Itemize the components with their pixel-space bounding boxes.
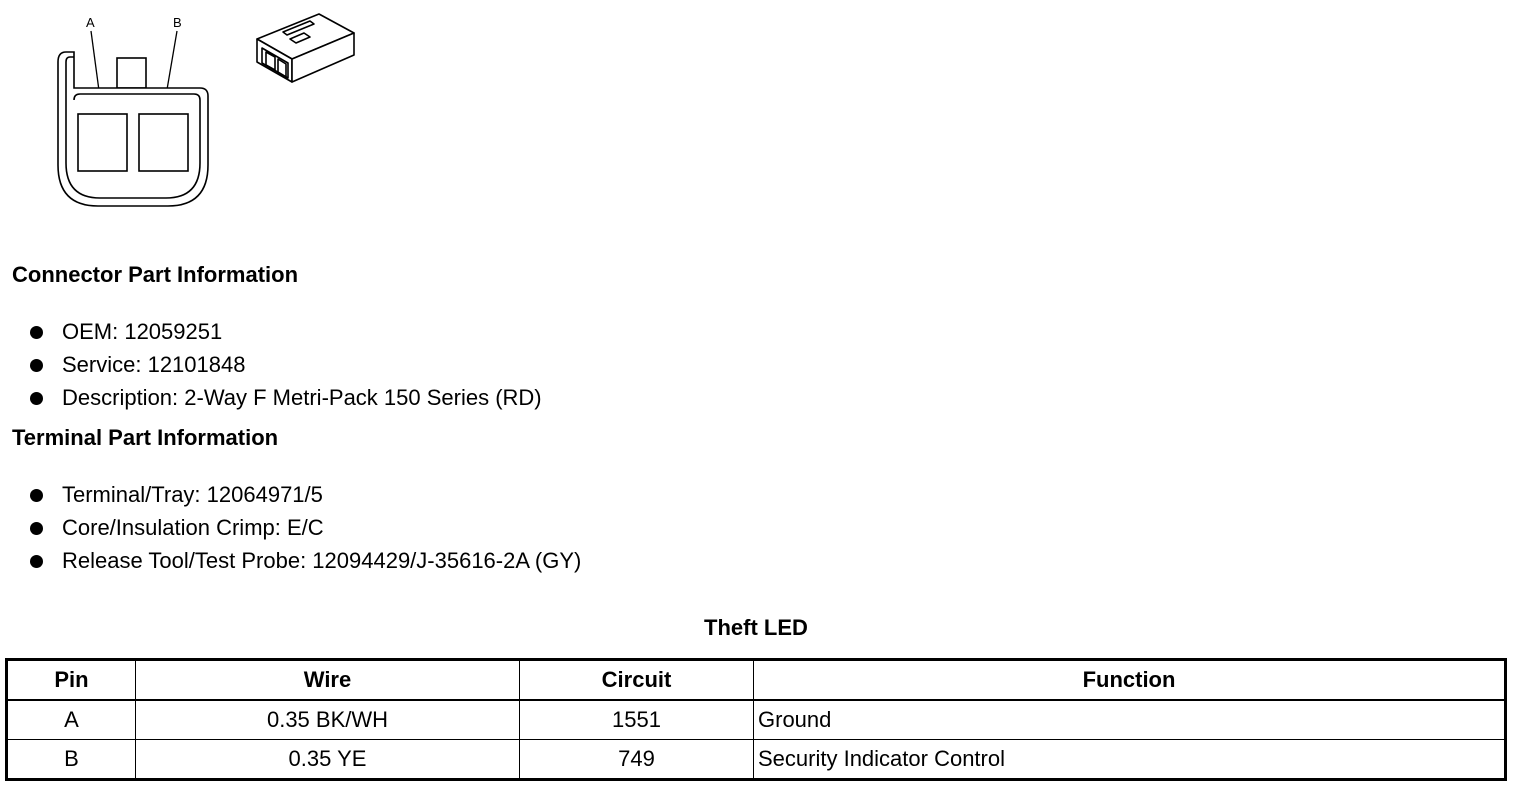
table-row (7, 740, 1506, 780)
cavity-b (139, 114, 188, 171)
cell-wire: 0.35 YE (136, 740, 520, 780)
list-item: OEM: 12059251 (30, 318, 542, 351)
pin-label-a: A (86, 15, 95, 30)
connector-part-info-heading: Connector Part Information (12, 262, 299, 287)
connector-isometric-view (257, 14, 354, 82)
cell-wire: 0.35 BK/WH (136, 700, 520, 740)
bullet-icon (30, 326, 43, 339)
list-item: Terminal/Tray: 12064971/5 (30, 481, 581, 514)
connector-diagram (0, 0, 400, 220)
cell-pin: B (7, 740, 136, 780)
cell-pin: A (7, 700, 136, 740)
bullet-icon (30, 392, 43, 405)
list-item: Core/Insulation Crimp: E/C (30, 514, 581, 547)
cavity-a (78, 114, 127, 171)
terminal-part-info-list (30, 481, 581, 580)
header-wire: Wire (136, 660, 520, 700)
table-row (7, 700, 1506, 740)
cell-function: Ground (754, 700, 1506, 740)
list-item: Service: 12101848 (30, 351, 542, 384)
header-function: Function (754, 660, 1506, 700)
bullet-icon (30, 522, 43, 535)
pin-label-b: B (173, 15, 182, 30)
table-header-row (7, 660, 1506, 700)
cell-circuit: 1551 (520, 700, 754, 740)
pin-table (5, 658, 1507, 781)
list-item: Description: 2-Way F Metri-Pack 150 Series (RD) (30, 384, 542, 417)
header-pin: Pin (7, 660, 136, 700)
terminal-part-info-heading: Terminal Part Information (12, 425, 279, 450)
connector-face-view (58, 52, 208, 206)
bullet-icon (30, 359, 43, 372)
cell-function: Security Indicator Control (754, 740, 1506, 780)
bullet-icon (30, 555, 43, 568)
cell-circuit: 749 (520, 740, 754, 780)
list-item: Release Tool/Test Probe: 12094429/J-35616-2A (GY) (30, 547, 581, 580)
bullet-icon (30, 489, 43, 502)
pin-table-title: Theft LED (704, 615, 808, 640)
connector-part-info-list (30, 318, 542, 417)
header-circuit: Circuit (520, 660, 754, 700)
